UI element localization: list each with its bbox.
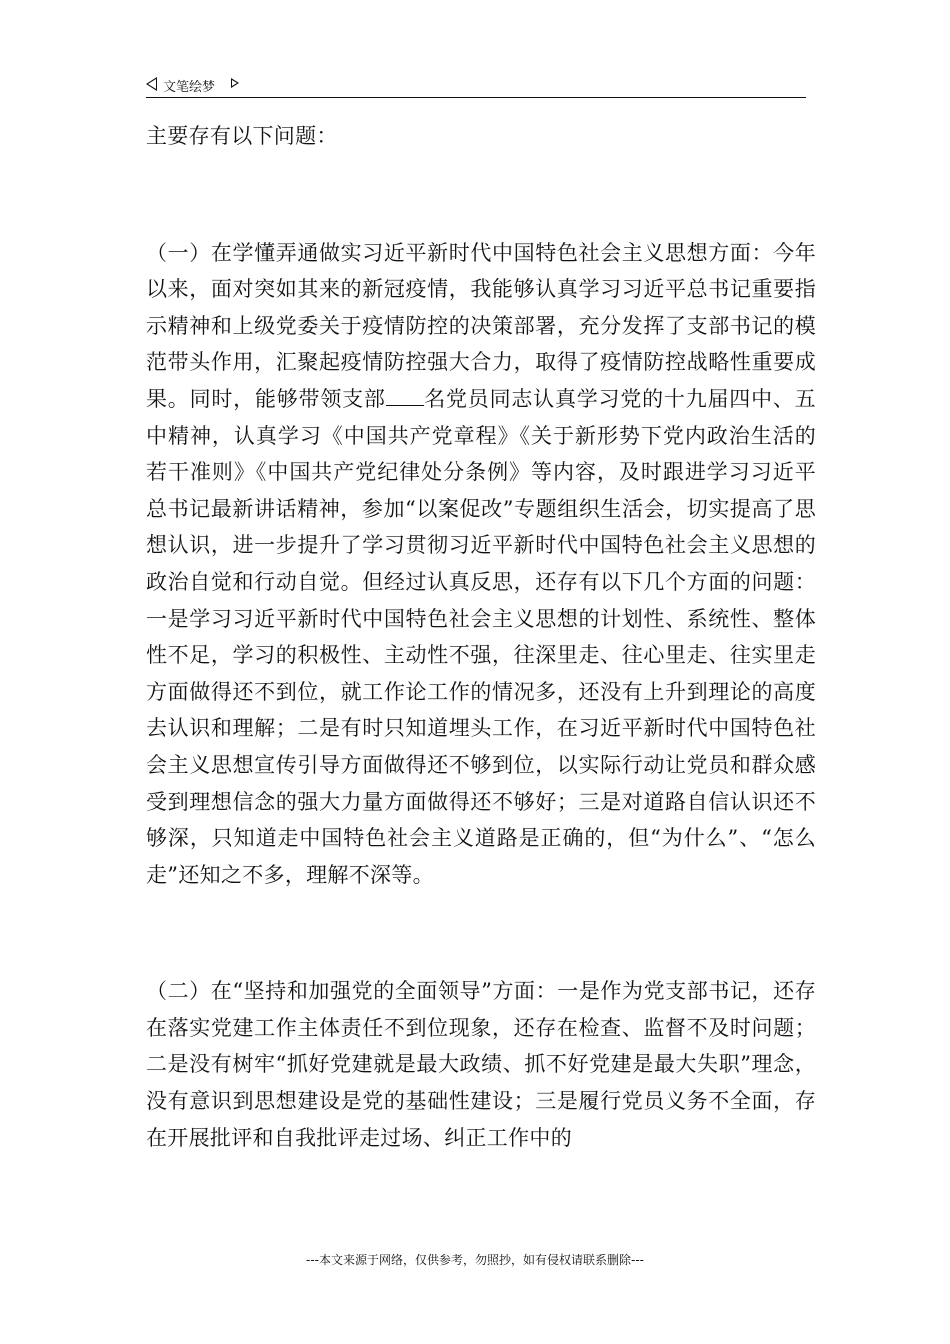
- header-divider: [146, 97, 806, 98]
- fill-in-blank: [386, 387, 424, 406]
- page-header: [146, 74, 806, 96]
- section-1-paragraph: [146, 235, 816, 894]
- triangle-right-icon: [231, 78, 239, 88]
- document-body: [146, 118, 816, 1156]
- header-brand: 文笔绘梦: [163, 80, 216, 95]
- triangle-left-icon: [146, 77, 157, 91]
- intro-line: 主要存有以下问题：: [146, 124, 338, 148]
- section-1-text-a: （一）在学懂弄通做实习近平新时代中国特色社会主义思想方面：今年以来，面对突如其来的新冠疫情，我能够认真学习习近平总书记重要指示精神和上级党委关于疫情防控的决策部署，充分发挥了支部书记的模范带头作用，汇聚起疫情防控强大合力，取得了疫情防控战略性重要成果。同时，能够带领支部: [146, 240, 816, 411]
- footer-disclaimer: ---本文来源于网络，仅供参考，勿照抄，如有侵权请联系删除---: [306, 1253, 644, 1267]
- section-2-paragraph: （二）在“坚持和加强党的全面领导”方面：一是作为党支部书记，还存在落实党建工作主体责任不到位现象，还存在检查、监督不及时问题；二是没有树牢“抓好党建就是最大政绩、抓不好党建是最大失职”理念，没有意识到思想建设是党的基础性建设；三是履行党员义务不全面，存在开展批评和自我批评走过场、纠正工作中的: [146, 979, 816, 1150]
- section-1-text-b: 名党员同志认真学习党的十九届四中、五中精神，认真学习《中国共产党章程》《关于新形势下党内政治生活的若干准则》《中国共产党纪律处分条例》等内容，及时跟进学习习近平总书记最新讲话精神，参加“以案促改”专题组织生活会，切实提高了思想认识，进一步提升了学习贯彻习近平新时代中国特色社会主义思想的政治自觉和行动自觉。但经过认真反思，还存有以下几个方面的问题：一是学习习近平新时代中国特色社会主义思想的计划性、系统性、整体性不足，学习的积极性、主动性不强，往深里走、往心里走、往实里走方面做得还不到位，就工作论工作的情况多，还没有上升到理论的高度去认识和理解；二是有时只知道埋头工作，在习近平新时代中国特色社会主义思想宣传引导方面做得还不够到位，以实际行动让党员和群众感受到理想信念的强大力量方面做得还不够好；三是对道路自信认识还不够深，只知道走中国特色社会主义道路是正确的，但“为什么”、“怎么走”还知之不多，理解不深等。: [146, 386, 816, 887]
